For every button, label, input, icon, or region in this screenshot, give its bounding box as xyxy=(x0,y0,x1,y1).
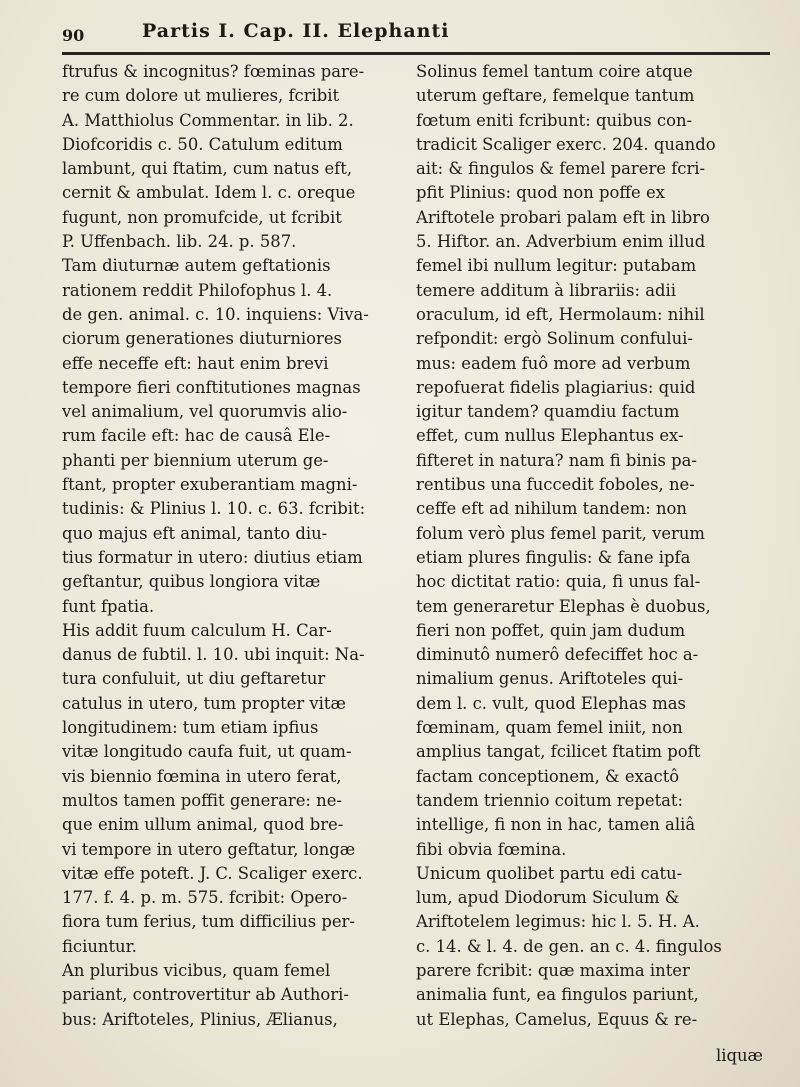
text-line: fugunt, non promufcide, ut fcribit xyxy=(62,207,342,227)
text-line: fiora tum ferius, tum difficilius per- xyxy=(62,912,355,932)
text-line: nimalium genus. Ariftoteles qui- xyxy=(416,669,684,689)
text-line: effet, cum nullus Elephantus ex- xyxy=(416,426,684,446)
text-line: geftantur, quibus longiora vitæ xyxy=(62,572,321,592)
text-line: tandem triennio coitum repetat: xyxy=(416,790,684,810)
text-line: rum facile eft: hac de causâ Ele- xyxy=(62,426,331,446)
text-line: fieri non poffet, quin jam dudum xyxy=(416,620,686,640)
text-line: danus de fubtil. l. 10. ubi inquit: Na- xyxy=(62,645,365,665)
text-line: 5. Hiftor. an. Adverbium enim illud xyxy=(416,232,706,252)
text-line: Tam diuturnæ autem geftationis xyxy=(62,256,331,276)
text-line: lum, apud Diodorum Siculum & xyxy=(416,888,680,908)
text-line: A. Matthiolus Commentar. in lib. 2. xyxy=(62,110,354,130)
text-line: animalia funt, ea fingulos pariunt, xyxy=(416,985,699,1005)
text-line: Unicum quolibet partu edi catu- xyxy=(416,863,683,883)
text-line: vi tempore in utero geftatur, longæ xyxy=(62,839,356,859)
text-line: c. 14. & l. 4. de gen. an c. 4. fingulos xyxy=(416,936,722,956)
text-line: fifteret in natura? nam fi binis pa- xyxy=(416,450,697,470)
text-line: Ariftotele probari palam eft in libro xyxy=(416,207,710,227)
text-line: tudinis: & Plinius l. 10. c. 63. fcribit: xyxy=(62,499,366,519)
text-line: temere additum à librariis: adii xyxy=(416,280,676,300)
text-line: Diofcoridis c. 50. Catulum editum xyxy=(62,134,343,154)
text-line: longitudinem: tum etiam ipfius xyxy=(62,718,319,738)
text-line: rationem reddit Philofophus l. 4. xyxy=(62,280,333,300)
text-line: igitur tandem? quamdiu factum xyxy=(416,402,680,422)
text-line: tius formatur in utero: diutius etiam xyxy=(62,547,363,567)
text-line: hoc dictitat ratio: quia, fi unus fal- xyxy=(416,572,701,592)
text-line: 177. f. 4. p. m. 575. fcribit: Opero- xyxy=(62,888,348,908)
running-head: Partis I. Cap. II. Elephanti xyxy=(142,20,450,42)
text-line: effe neceffe eft: haut enim brevi xyxy=(62,353,329,373)
text-line: fœtum eniti fcribunt: quibus con- xyxy=(416,110,693,130)
text-line: oraculum, id eft, Hermolaum: nihil xyxy=(416,304,705,324)
text-line: fibi obvia fœmina. xyxy=(416,839,567,859)
page-number: 90 xyxy=(62,26,85,45)
text-line: ftrufus & incognitus? fœminas pare- xyxy=(62,62,365,81)
text-line: Ariftotelem legimus: hic l. 5. H. A. xyxy=(416,912,700,932)
text-line: vis biennio fœmina in utero ferat, xyxy=(62,766,342,786)
text-line: femel ibi nullum legitur: putabam xyxy=(416,256,697,276)
text-line: Solinus femel tantum coire atque xyxy=(416,62,693,81)
text-line: ceffe eft ad nihilum tandem: non xyxy=(416,499,687,519)
text-line: ftant, propter exuberantiam magni- xyxy=(62,475,358,495)
text-line: lambunt, qui ftatim, cum natus eft, xyxy=(62,159,353,179)
text-line: uterum geftare, femelque tantum xyxy=(416,86,695,106)
catchword: liquæ xyxy=(716,1046,763,1065)
text-line: refpondit: ergò Solinum confului- xyxy=(416,329,693,349)
text-line: factam conceptionem, & exactô xyxy=(416,766,680,786)
text-line: vitæ longitudo caufa fuit, ut quam- xyxy=(62,742,352,762)
text-line: tura confuluit, ut diu geftaretur xyxy=(62,669,326,689)
text-line: catulus in utero, tum propter vitæ xyxy=(62,693,346,713)
text-line: tem generaretur Elephas è duobus, xyxy=(416,596,711,616)
text-line: etiam plures fingulis: & fane ipfa xyxy=(416,547,691,567)
text-line: mus: eadem fuô more ad verbum xyxy=(416,353,691,373)
text-line: folum verò plus femel parit, verum xyxy=(416,523,705,543)
text-line: que enim ullum animal, quod bre- xyxy=(62,815,344,835)
text-line: multos tamen poffit generare: ne- xyxy=(62,790,342,810)
text-line: ficiuntur. xyxy=(62,936,137,956)
text-line: quo majus eft animal, tanto diu- xyxy=(62,523,328,543)
text-line: intellige, fi non in hac, tamen aliâ xyxy=(416,815,696,835)
text-line: cernit & ambulat. Idem l. c. oreque xyxy=(62,183,356,203)
text-line: tempore fieri conftitutiones magnas xyxy=(62,377,361,397)
header-rule xyxy=(62,52,770,55)
text-line: His addit fuum calculum H. Car- xyxy=(62,620,332,640)
text-line: vitæ effe poteft. J. C. Scaliger exerc. xyxy=(62,863,363,883)
text-line: An pluribus vicibus, quam femel xyxy=(62,960,331,980)
text-line: ait: & fingulos & femel parere fcri- xyxy=(416,159,706,179)
page-header xyxy=(62,10,762,50)
right-column xyxy=(416,60,768,1075)
text-line: pariant, controvertitur ab Authori- xyxy=(62,985,349,1005)
text-line: pfit Plinius: quod non poffe ex xyxy=(416,183,665,203)
text-line: amplius tangat, fcilicet ftatim poft xyxy=(416,742,701,762)
text-line: parere fcribit: quæ maxima inter xyxy=(416,960,690,980)
text-line: P. Uffenbach. lib. 24. p. 587. xyxy=(62,232,297,252)
text-line: tradicit Scaliger exerc. 204. quando xyxy=(416,134,716,154)
text-line: repofuerat fidelis plagiarius: quid xyxy=(416,377,696,397)
text-line: vel animalium, vel quorumvis alio- xyxy=(62,402,348,422)
text-line: phanti per biennium uterum ge- xyxy=(62,450,329,470)
text-line: rentibus una fuccedit foboles, ne- xyxy=(416,475,695,495)
text-line: de gen. animal. c. 10. inquiens: Viva- xyxy=(62,304,369,324)
text-line: re cum dolore ut mulieres, fcribit xyxy=(62,86,340,106)
left-column xyxy=(62,60,402,1075)
text-line: dem l. c. vult, quod Elephas mas xyxy=(416,693,686,713)
text-line: ciorum generationes diuturniores xyxy=(62,329,342,349)
text-line: ut Elephas, Camelus, Equus & re- xyxy=(416,1009,698,1029)
text-line: bus: Ariftoteles, Plinius, Ælianus, xyxy=(62,1009,338,1029)
text-line: diminutô numerô defeciffet hoc a- xyxy=(416,645,699,665)
text-line: funt fpatia. xyxy=(62,596,155,616)
text-line: fœminam, quam femel iniit, non xyxy=(416,718,683,738)
